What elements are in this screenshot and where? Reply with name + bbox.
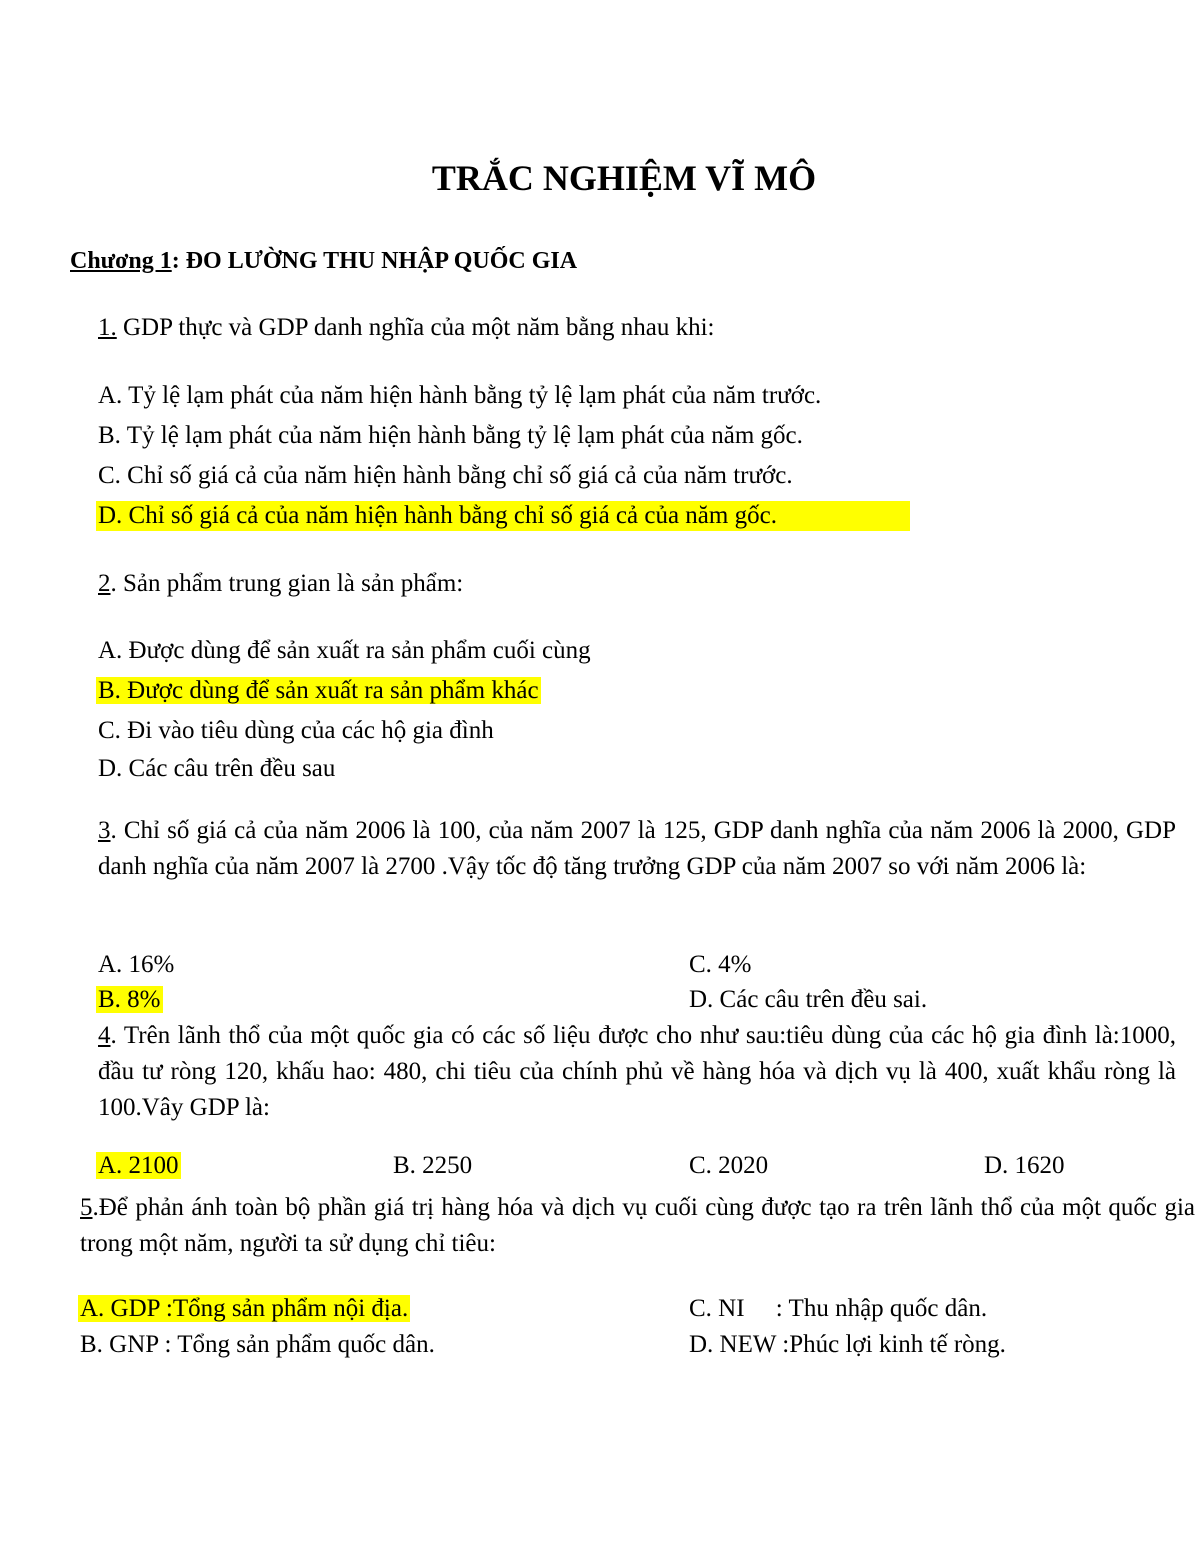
question-4 [98,1018,1176,1126]
q5-option-c: C. NI : Thu nhập quốc dân. [689,1295,988,1322]
q5-option-d: D. NEW :Phúc lợi kinh tế ròng. [689,1331,1006,1358]
q4-option-a-correct: A. 2100 [98,1152,179,1179]
q5-option-a-correct: A. GDP :Tổng sản phẩm nội địa. [80,1295,409,1322]
q2-option-c: C. Đi vào tiêu dùng của các hộ gia đình [98,717,494,744]
question-text: . Trên lãnh thổ của một quốc gia có các số liệu được cho như sau:tiêu dùng của các hộ gia đình là:1000, đầu tư ròng 120, khấu hao: 480, chi tiêu của chính phủ về hàng hóa và dịch vụ là 400, xuất khẩu ròng là 100.Vây GDP là: [98,1022,1176,1121]
question-text: GDP thực và GDP danh nghĩa của một năm bằng nhau khi: [116,314,715,341]
question-number: 5 [80,1194,93,1221]
question-1 [98,313,714,343]
chapter-sep: : [171,248,186,274]
question-text: . Chỉ số giá cả của năm 2006 là 100, của năm 2007 là 125, GDP danh nghĩa của năm 2006 là 2000, GDP danh nghĩa của năm 2007 là 2700 .Vậy tốc độ tăng trưởng GDP của năm 2007 so với năm 2006 là: [98,817,1176,880]
q1-option-a: A. Tỷ lệ lạm phát của năm hiện hành bằng tỷ lệ lạm phát của năm trước. [98,382,822,409]
chapter-name: ĐO LƯỜNG THU NHẬP QUỐC GIA [185,248,578,274]
question-2 [98,569,463,599]
q4-option-c: C. 2020 [689,1152,769,1179]
q1-option-b: B. Tỷ lệ lạm phát của năm hiện hành bằng tỷ lệ lạm phát của năm gốc. [98,422,803,449]
q1-option-d-correct: D. Chỉ số giá cả của năm hiện hành bằng chỉ số giá cả của năm gốc. [96,501,910,531]
q3-option-a: A. 16% [98,951,175,978]
chapter-heading [70,246,577,276]
question-3 [98,813,1176,885]
q2-option-d: D. Các câu trên đều sau [98,755,336,782]
chapter-label: Chương 1 [70,248,172,274]
question-number: 1. [98,314,117,341]
question-text: .Để phản ánh toàn bộ phần giá trị hàng hóa và dịch vụ cuối cùng được tạo ra trên lãnh thổ của một quốc gia trong một năm, người ta sử dụng chỉ tiêu: [80,1194,1195,1257]
question-5 [80,1190,1195,1262]
question-number: 3 [98,817,111,844]
q3-option-d: D. Các câu trên đều sai. [689,986,928,1013]
page-title: TRẮC NGHIỆM VĨ MÔ [431,158,817,198]
q5-option-b: B. GNP : Tổng sản phẩm quốc dân. [80,1331,435,1358]
q3-option-b-correct: B. 8% [98,986,161,1013]
q4-option-d: D. 1620 [984,1152,1065,1179]
q4-option-b: B. 2250 [393,1152,473,1179]
question-number: 2 [98,570,111,597]
q1-option-c: C. Chỉ số giá cả của năm hiện hành bằng chỉ số giá cả của năm trước. [98,462,793,489]
q3-option-c: C. 4% [689,951,752,978]
q2-option-b-correct: B. Được dùng để sản xuất ra sản phẩm khác [98,677,539,704]
question-text: . Sản phẩm trung gian là sản phẩm: [110,570,464,597]
q2-option-a: A. Được dùng để sản xuất ra sản phẩm cuối cùng [98,637,591,664]
question-number: 4 [98,1022,111,1049]
